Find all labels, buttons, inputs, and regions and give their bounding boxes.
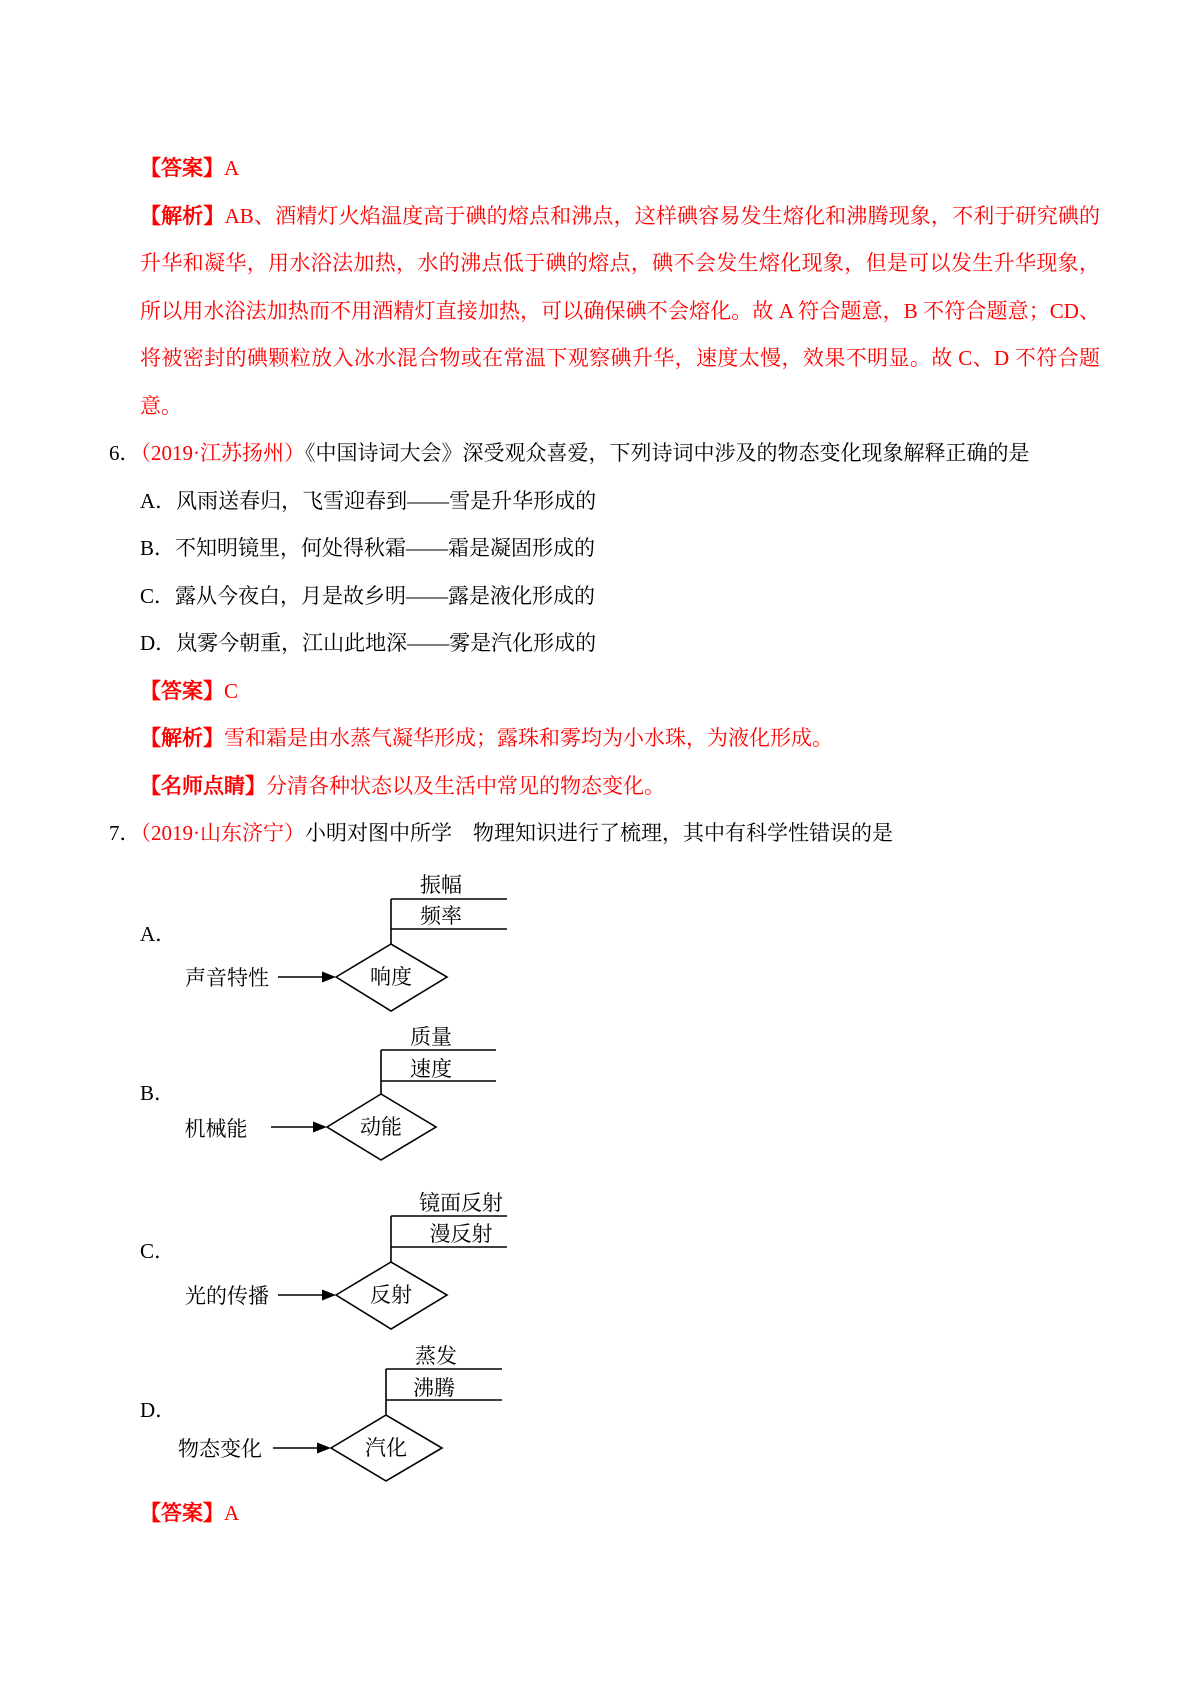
q6-option-d: [0, 620, 1200, 668]
answer-tag: 【答案】: [140, 1501, 224, 1526]
q7-diagram-b: [170, 1012, 515, 1172]
branch-label-1: 质量: [410, 1025, 452, 1049]
option-text: 露从今夜白，月是故乡明——露是液化形成的: [175, 583, 596, 608]
q6-option-b: [0, 525, 1200, 573]
question-stem: 小明对图中所学 物理知识进行了梳理，其中有科学性错误的是: [305, 821, 893, 846]
q5-analysis-line-4: 将被密封的碘颗粒放入冰水混合物或在常温下观察碘升华，速度太慢，效果不明显。故 C、D 不符合题: [140, 346, 1100, 371]
q6-option-a: [0, 478, 1200, 526]
option-letter: A．: [140, 488, 177, 513]
analysis-text: AB、酒精灯火焰温度高于碘的熔点和沸点，这样碘容易发生熔化和沸腾现象，不利于研究碘的: [224, 203, 1100, 228]
q7-diagram-a: [170, 862, 515, 1022]
root-label: 机械能: [184, 1117, 248, 1141]
branch-label-1: 振幅: [420, 873, 462, 897]
arrowhead-icon: [317, 1443, 331, 1454]
q5-analysis-line-2: 升华和凝华，用水浴法加热，水的沸点低于碘的熔点，碘不会发生熔化现象，但是可以发生升华现象，: [140, 251, 1100, 276]
question-stem: 《中国诗词大会》深受观众喜爱，下列诗词中涉及的物态变化现象解释正确的是: [305, 441, 1030, 466]
tip-text: 分清各种状态以及生活中常见的物态变化。: [266, 773, 665, 798]
answer-value: A: [224, 1501, 240, 1526]
text-block: [0, 145, 1200, 858]
answer-value: A: [224, 156, 240, 181]
branch-label-2: 沸腾: [413, 1376, 455, 1400]
q6-analysis-line: [0, 715, 1200, 763]
q5-analysis-line-5: 意。: [140, 393, 182, 418]
root-label: 声音特性: [185, 966, 269, 990]
q7-diagram-d: [170, 1333, 515, 1493]
option-text: 风雨送春归，飞雪迎春到——雪是升华形成的: [176, 488, 597, 513]
q7-option-letter-b: B．: [140, 1081, 176, 1106]
analysis-tag: 【解析】: [140, 726, 224, 751]
branch-label-2: 速度: [410, 1057, 452, 1081]
option-letter: B．: [140, 536, 176, 561]
q7-option-letter-c: C．: [140, 1239, 176, 1264]
question-number: 7．: [109, 821, 141, 846]
branch-label-1: 镜面反射: [419, 1191, 503, 1215]
option-letter: D．: [140, 631, 177, 656]
q5-answer-line: [0, 145, 1200, 193]
answer-value: C: [224, 678, 239, 703]
q7-diagram-c: [170, 1180, 515, 1340]
option-text: 岚雾今朝重，江山此地深——雾是汽化形成的: [176, 631, 597, 656]
branch-label-1: 蒸发: [415, 1344, 457, 1368]
option-letter: C．: [140, 583, 176, 608]
node-label: 响度: [370, 965, 412, 989]
q6-answer-line: [0, 668, 1200, 716]
q7-stem-line: [0, 810, 1200, 858]
q6-stem-line: [0, 430, 1200, 478]
question-number: 6．: [109, 441, 141, 466]
q6-option-c: [0, 573, 1200, 621]
node-label: 反射: [370, 1283, 412, 1307]
q5-analysis-line-1: [140, 193, 1100, 241]
q7-answer-line: [140, 1490, 239, 1538]
arrowhead-icon: [322, 1290, 336, 1301]
tip-tag: 【名师点睛】: [140, 773, 266, 798]
option-text: 不知明镜里，何处得秋霜——霜是凝固形成的: [175, 536, 596, 561]
arrowhead-icon: [322, 972, 336, 983]
question-source: （2019·山东济宁）: [140, 821, 305, 846]
q6-tip-line: [0, 763, 1200, 811]
analysis-text: 雪和霜是由水蒸气凝华形成；露珠和雾均为小水珠，为液化形成。: [224, 726, 833, 751]
q7-option-letter-d: D．: [140, 1398, 177, 1423]
node-label: 动能: [360, 1115, 402, 1139]
branch-label-2: 漫反射: [429, 1222, 493, 1246]
answer-tag: 【答案】: [140, 156, 224, 181]
node-label: 汽化: [365, 1436, 407, 1460]
q5-analysis-line-3: 所以用水浴法加热而不用酒精灯直接加热，可以确保碘不会熔化。故 A 符合题意，B 不符合题意；CD、: [140, 298, 1100, 323]
arrowhead-icon: [313, 1122, 327, 1133]
question-source: （2019·江苏扬州）: [140, 441, 305, 466]
root-label: 物态变化: [178, 1437, 262, 1461]
q7-option-letter-a: A．: [140, 922, 177, 947]
answer-tag: 【答案】: [140, 678, 224, 703]
root-label: 光的传播: [185, 1284, 269, 1308]
branch-label-2: 频率: [420, 904, 462, 928]
analysis-tag: 【解析】: [140, 203, 225, 228]
